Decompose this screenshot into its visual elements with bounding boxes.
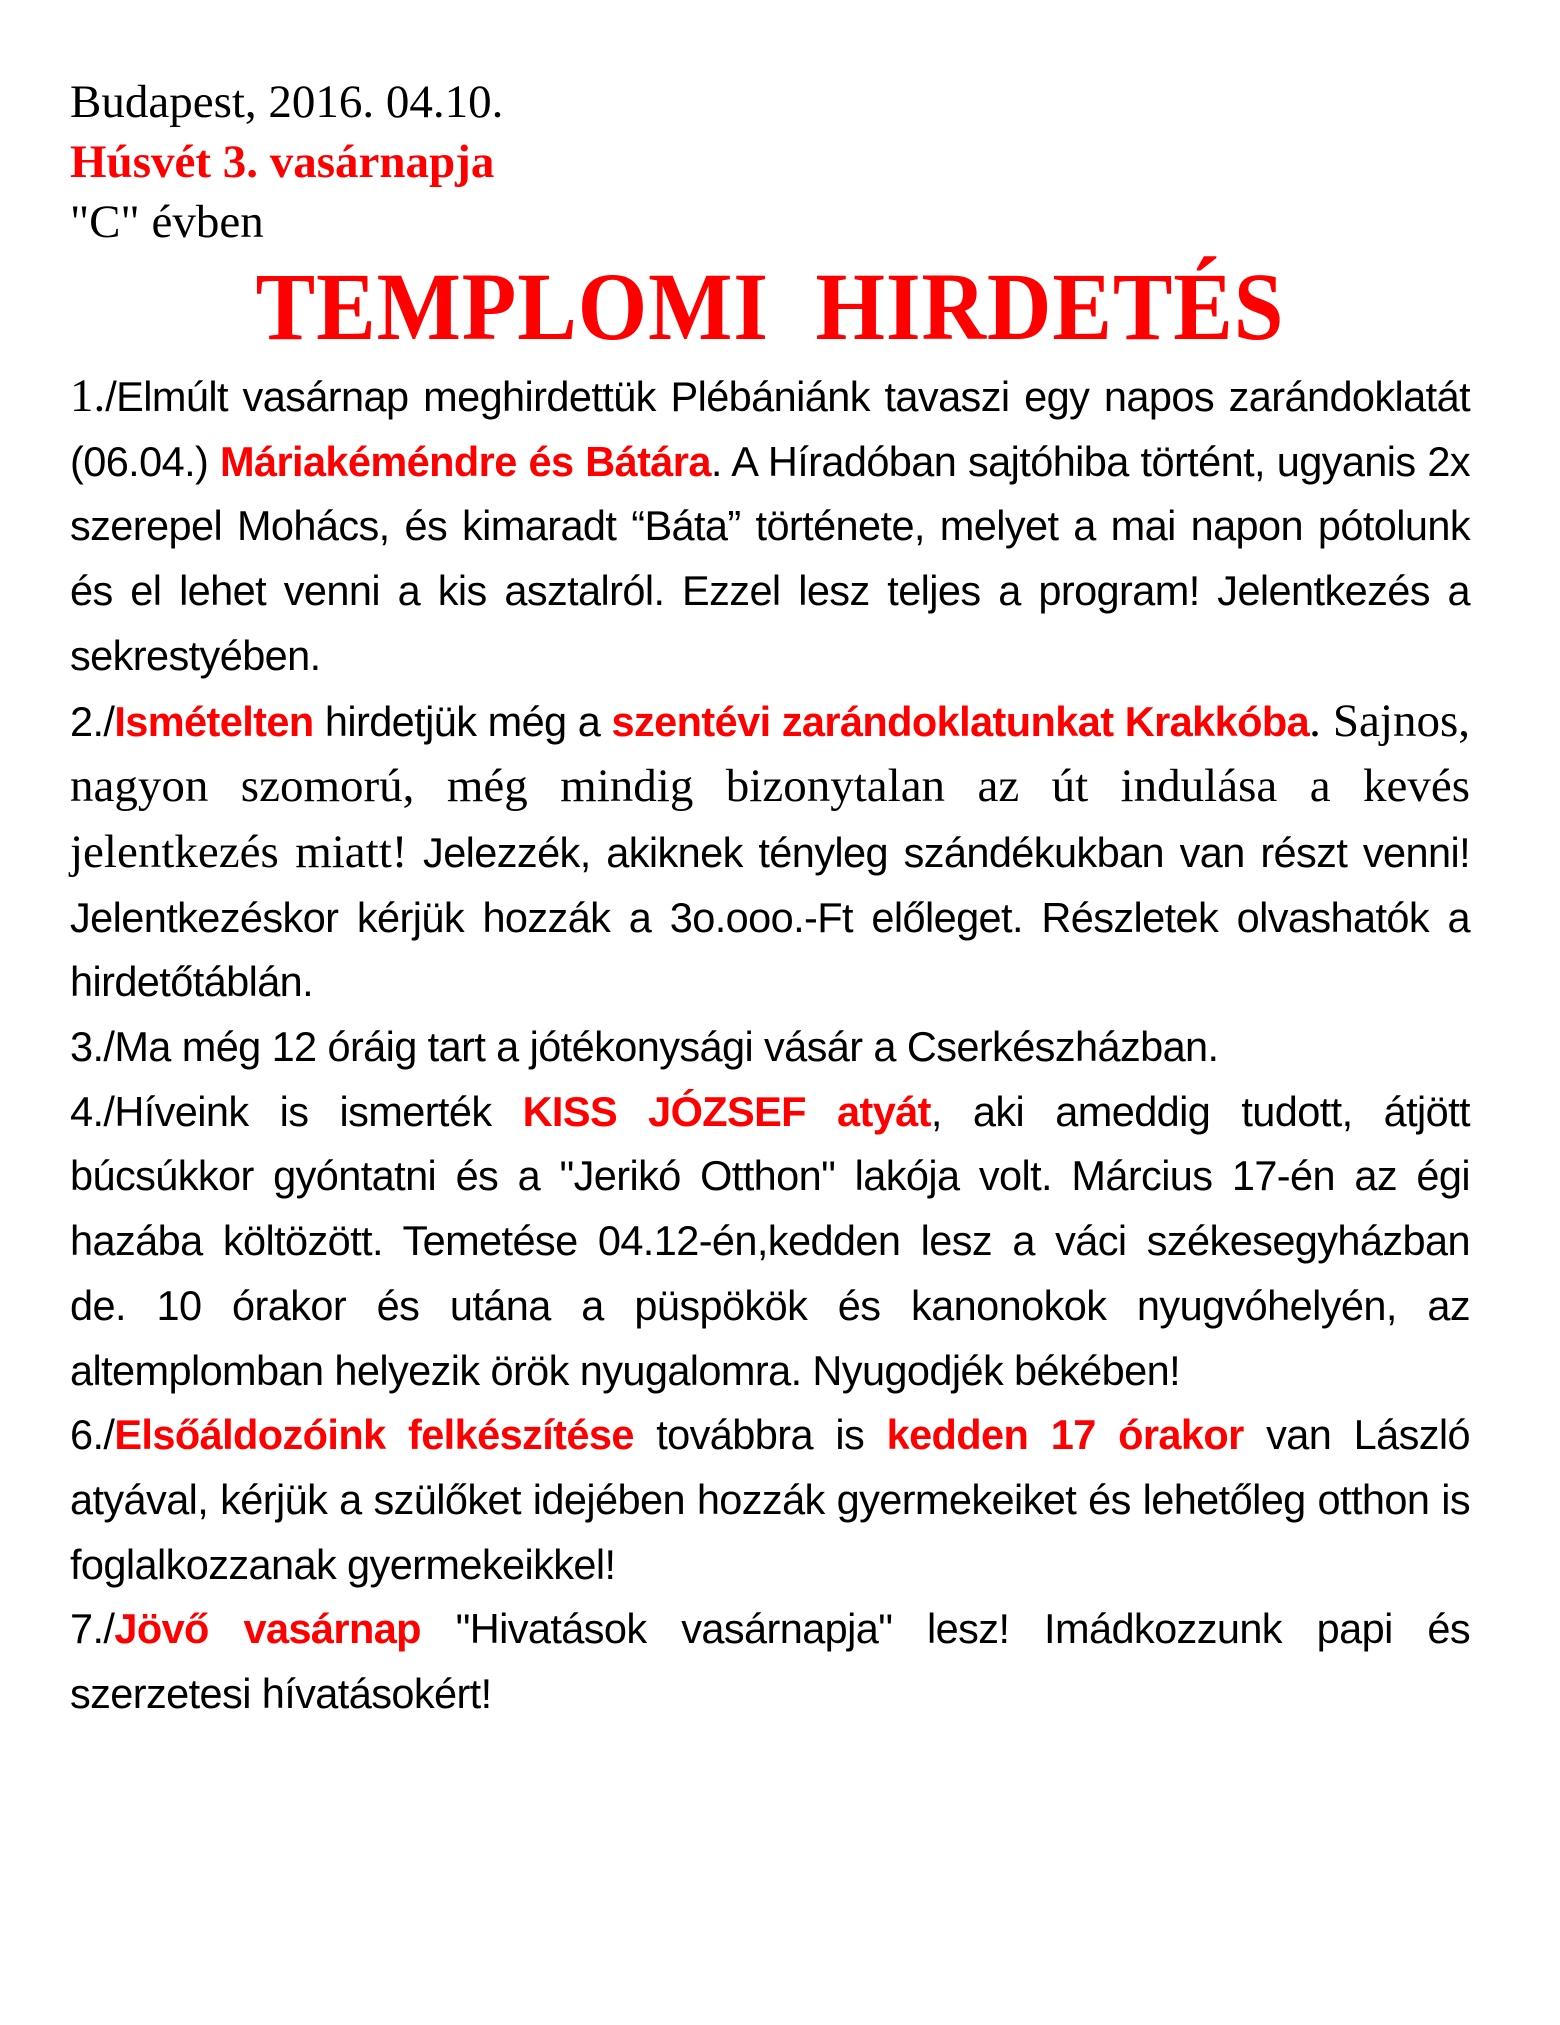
liturgical-sunday: Húsvét 3. vasárnapja <box>70 136 495 188</box>
text: "Hivatások vasárnapja" lesz! Imádkozzunk papi és szerzetesi hívatásokért! <box>70 1605 1470 1718</box>
announcement-3: 3./Ma még 12 óráig tart a jótékonysági vásár a Cserkészházban. <box>70 1023 1219 1071</box>
announcement-number: 7./ <box>70 1605 115 1653</box>
text: . A Híradóban sajtóhiba történt, ugyanis 2x szerepel Mohács, és kimaradt “Báta” története, melyet a mai napon pótolunk és el lehet venni a kis asztalról. Ezzel lesz teljes a program! Jelentkezés a sekrestyében. <box>70 437 1470 679</box>
highlight-next-sunday: Jövő vasárnap <box>114 1605 421 1653</box>
announcement-1 <box>70 364 1470 689</box>
text: , aki ameddig tudott, átjött búcsúkkor gyóntatni és a "Jerikó Otthon" lakója volt. Március 17-én az égi hazába költözött. Temetése 04.12-én,kedden lesz a váci székesegyházban de. 10 órakor és utána a püspökök és kanonokok nyugvóhelyén, az altemplomban helyezik örök nyugalomra. Nyugodjék békében! <box>70 1087 1470 1394</box>
highlight-repeated: Ismételten <box>114 697 314 745</box>
text: Jelezzék, akiknek tényleg szándékukban van részt venni! Jelentkezéskor kérjük hozzák a 3o.ooo.-Ft előleget. Részletek olvashatók a hirdetőtáblán. <box>70 828 1470 1006</box>
announcement-6 <box>70 1403 1470 1597</box>
announcement-4 <box>70 1080 1470 1404</box>
text: hirdetjük még a <box>313 697 612 745</box>
highlight-pilgrimage: szentévi zarándoklatunkat Krakkóba <box>611 697 1310 745</box>
highlight-first-communion: Elsőáldozóink felkészítése <box>114 1411 634 1459</box>
page-title: TEMPLOMI HIRDETÉS <box>255 253 1285 360</box>
place-date: Budapest, 2016. 04.10. <box>70 76 504 128</box>
text: van László atyával, kérjük a szülőket idejében hozzák gyermekeiket és lehetőleg otthon is foglalkozzanak gyermekeikkel! <box>70 1411 1471 1588</box>
announcement-number: 1. <box>70 370 106 422</box>
text: /Elmúlt vasárnap meghirdettük Plébániánk tavaszi egy napos zarándoklatát (06.04.) <box>70 373 1470 485</box>
announcement-2 <box>70 689 1470 1016</box>
highlight-time: kedden 17 órakor <box>886 1411 1244 1459</box>
text: továbbra is <box>633 1411 887 1459</box>
text: 4./Híveink is ismerték <box>70 1087 523 1135</box>
announcement-number: 6./ <box>70 1411 115 1459</box>
announcement-7 <box>70 1597 1470 1726</box>
highlight-priest-name: KISS JÓZSEF atyát <box>522 1087 931 1135</box>
announcement-page <box>70 72 1470 1727</box>
liturgical-year: "C" évben <box>70 196 264 248</box>
highlight-destinations: Máriakéméndre és Bátára <box>220 437 711 485</box>
announcement-number: 2./ <box>70 697 115 745</box>
text-serif: . Sajnos, nagyon szomorú, még mindig bizonytalan az út indulása a kevés jelentkezés miatt! <box>70 694 1470 878</box>
